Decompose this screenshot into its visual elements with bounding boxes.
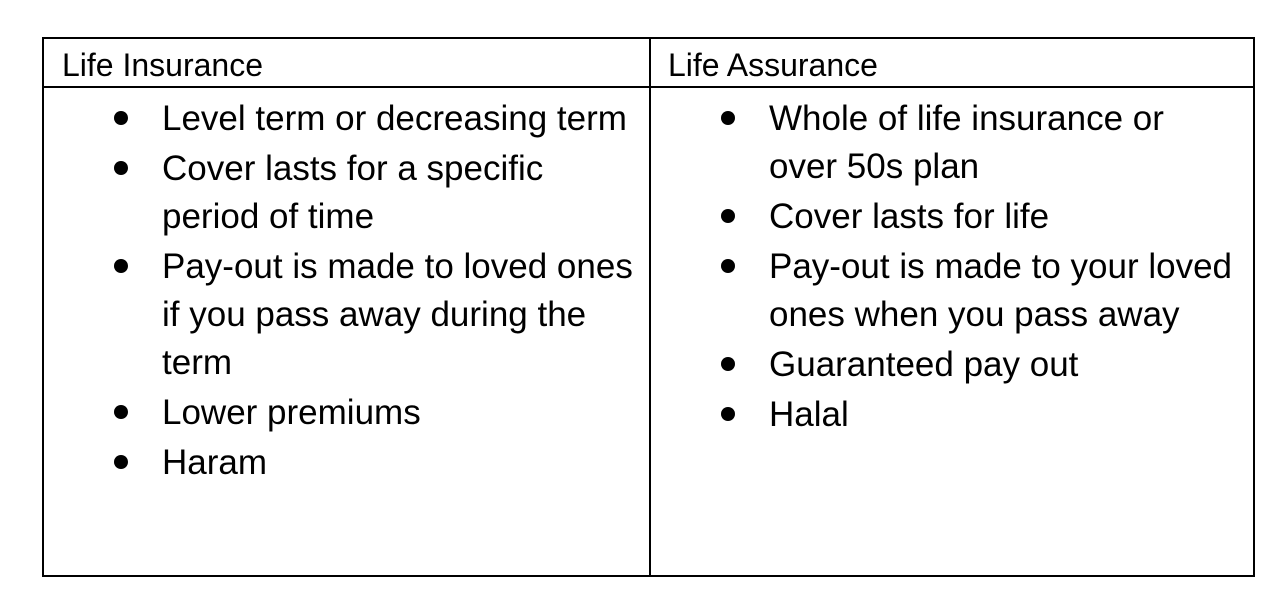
- list-item-text: Pay-out is made to loved ones if you pass away during the term: [162, 247, 633, 382]
- bullet-icon: [114, 111, 128, 125]
- list-item-text: Haram: [162, 443, 268, 482]
- list-item-text: Whole of life insurance or over 50s plan: [769, 99, 1164, 186]
- bullet-icon: [721, 209, 735, 223]
- header-life-insurance: Life Insurance: [62, 47, 264, 83]
- list-item-text: Cover lasts for a specific period of time: [162, 149, 544, 236]
- list-item-text: Guaranteed pay out: [769, 345, 1079, 384]
- list-item-text: Level term or decreasing term: [162, 99, 627, 138]
- list-item: [44, 145, 644, 241]
- list-item: [651, 341, 1251, 389]
- bullet-icon: [114, 161, 128, 175]
- list-item: [44, 95, 644, 143]
- list-item: [651, 95, 1251, 191]
- bullet-icon: [721, 357, 735, 371]
- bullet-icon: [721, 111, 735, 125]
- list-item: [651, 193, 1251, 241]
- header-life-assurance: Life Assurance: [668, 47, 878, 83]
- bullet-icon: [114, 455, 128, 469]
- list-item-text: Halal: [769, 395, 849, 434]
- bullet-icon: [114, 259, 128, 273]
- list-item: [44, 243, 644, 387]
- list-item: [651, 243, 1251, 339]
- bullet-icon: [721, 407, 735, 421]
- list-item-text: Cover lasts for life: [769, 197, 1050, 236]
- list-item-text: Pay-out is made to your loved ones when you pass away: [769, 247, 1233, 334]
- list-item: [44, 439, 644, 487]
- bullet-icon: [114, 405, 128, 419]
- life-assurance-list: [651, 95, 1251, 441]
- life-insurance-list: [44, 95, 644, 489]
- list-item: [44, 389, 644, 437]
- comparison-table: [42, 37, 1255, 577]
- header-divider: [44, 86, 1253, 88]
- list-item: [651, 391, 1251, 439]
- bullet-icon: [721, 259, 735, 273]
- list-item-text: Lower premiums: [162, 393, 421, 432]
